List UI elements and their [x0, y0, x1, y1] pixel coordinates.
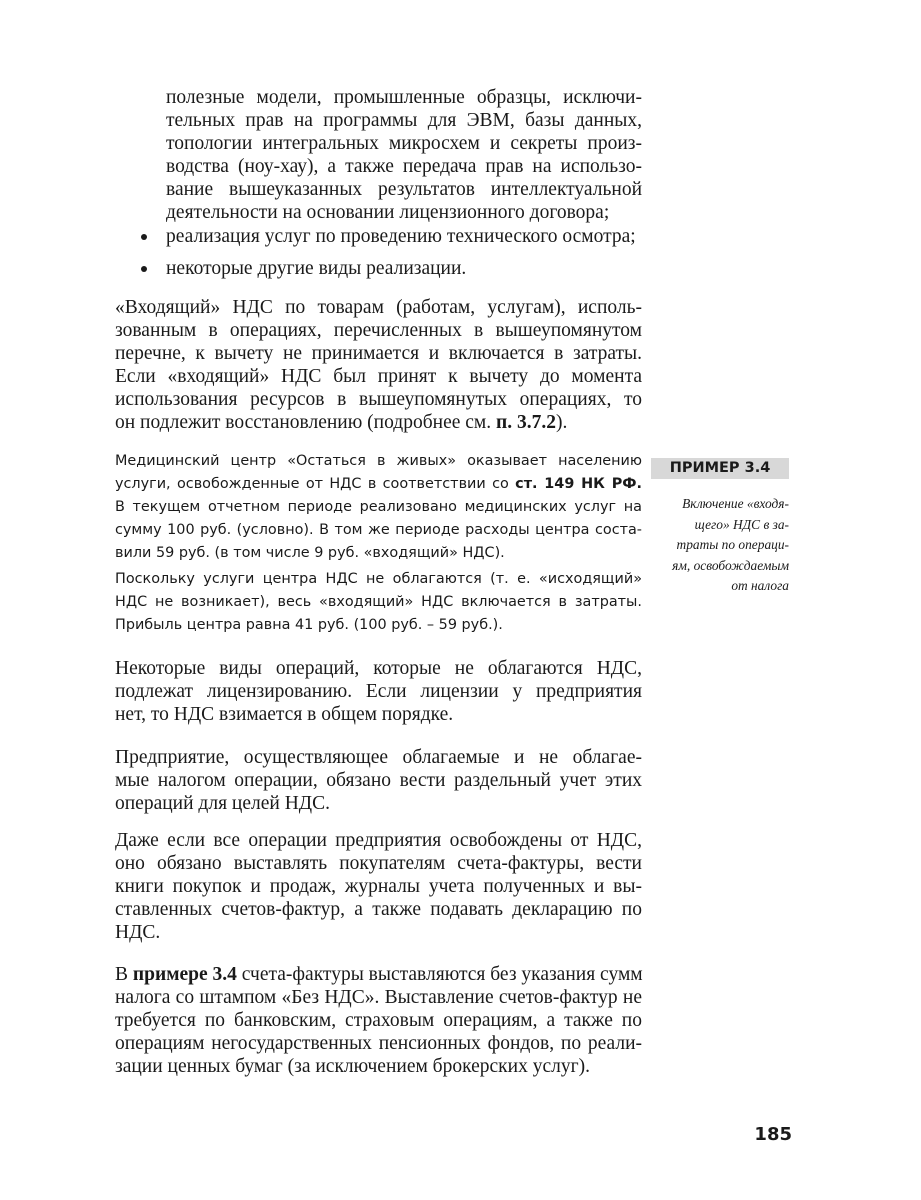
text-line: нет, то НДС взимается в общем порядке. [115, 704, 454, 725]
text-line: книги покупок и продаж, журналы учета полученных и вы- [115, 876, 642, 897]
text-line: Медицинский центр «Остаться в живых» оказывает населению [115, 453, 642, 469]
text-line [115, 411, 642, 434]
text-line: полезные модели, промышленные образцы, исключи- [166, 87, 642, 108]
caption-line: ям, освобождаемым [672, 557, 789, 573]
text-line: вили 59 руб. (в том числе 9 руб. «входящий» НДС). [115, 545, 505, 561]
text-line: перечне, к вычету не принимается и включается в затраты. [115, 343, 642, 364]
bullet-item: реализация услуг по проведению технического осмотра; [166, 226, 636, 247]
caption-line: щего» НДС в за- [694, 516, 789, 532]
text-line: Прибыль центра равна 41 руб. (100 руб. – 59 руб.). [115, 617, 503, 633]
text-line: зованным в операциях, перечисленных в вышеупомянутом [115, 320, 642, 341]
law-reference-link[interactable]: ст. 149 НК РФ. [515, 476, 642, 492]
paragraph-invoices [115, 829, 642, 944]
text-line: зации ценных бумаг (за исключением брокерских услуг). [115, 1056, 590, 1077]
paragraph-incoming-vat [115, 296, 642, 434]
example-text [115, 450, 642, 565]
text-line: Поскольку услуги центра НДС не облагаются (т. е. «исходящий» [115, 571, 642, 587]
text-line: мые налогом операции, обязано вести раздельный учет этих [115, 770, 642, 791]
text-line: налога со штампом «Без НДС». Выставление счетов-фактур не [115, 987, 642, 1008]
text-fragment: ). [556, 412, 568, 433]
example-label: ПРИМЕР 3.4 [651, 458, 789, 479]
caption-line: от налога [731, 578, 789, 593]
page-number: 185 [754, 1124, 792, 1145]
text-line: вание вышеуказанных результатов интеллектуальной [166, 179, 642, 200]
text-line: Даже если все операции предприятия освобождены от НДС, [115, 830, 642, 851]
text-line: деятельности на основании лицензионного договора; [166, 202, 610, 223]
paragraph-licensing [115, 657, 642, 726]
text-line: Предприятие, осуществляющее облагаемые и не облагае- [115, 747, 642, 768]
caption-line: траты по операци- [676, 537, 789, 552]
caption-line: Включение «входя- [682, 496, 789, 511]
example-caption [640, 494, 789, 597]
text-line: операций для целей НДС. [115, 793, 330, 814]
section-reference-link[interactable]: п. 3.7.2 [496, 412, 556, 433]
text-line [115, 963, 642, 986]
text-line: ставленных счетов-фактур, а также подавать декларацию по [115, 899, 642, 920]
text-line: тельных прав на программы для ЭВМ, базы данных, [166, 110, 642, 131]
paragraph-separate-accounting [115, 746, 642, 815]
example-reference-link[interactable]: примере 3.4 [132, 964, 237, 985]
text-fragment: счета-фактуры выставляются без указания сумм [236, 964, 643, 985]
bullet-dot [141, 234, 147, 240]
text-line: требуется по банковским, страховым операциям, а также по [115, 1010, 642, 1031]
text-line: использования ресурсов в вышеупомянутых операциях, то [115, 389, 642, 410]
text-line: подлежат лицензированию. Если лицензии у предприятия [115, 681, 642, 702]
text-line: сумму 100 руб. (условно). В том же периоде расходы центра соста- [115, 522, 642, 538]
text-fragment: В [115, 964, 133, 985]
text-line: Если «входящий» НДС был принят к вычету до момента [115, 366, 642, 387]
text-line: НДС не возникает), весь «входящий» НДС включается в затраты. [115, 594, 642, 610]
text-line: В текущем отчетном периоде реализовано медицинских услуг на [115, 499, 642, 515]
text-line: Некоторые виды операций, которые не облагаются НДС, [115, 658, 642, 679]
list-item-continuation [166, 86, 642, 224]
bullet-item: некоторые другие виды реализации. [166, 258, 467, 279]
example-text-conclusion [115, 568, 642, 637]
text-line: НДС. [115, 922, 161, 943]
text-line: «Входящий» НДС по товарам (работам, услугам), исполь- [115, 297, 642, 318]
text-line: оно обязано выставлять покупателям счета-фактуры, вести [115, 853, 642, 874]
text-line: водства (ноу-хау), а также передача прав на использо- [166, 156, 642, 177]
text-line [115, 473, 642, 496]
paragraph-example-reference [115, 963, 642, 1078]
text-line: топологии интегральных микросхем и секреты произ- [166, 133, 642, 154]
text-fragment: услуги, освобожденные от НДС в соответствии со [115, 476, 516, 492]
text-fragment: он подлежит восстановлению (подробнее см. [115, 412, 496, 433]
bullet-dot [141, 266, 147, 272]
text-line: операциям негосударственных пенсионных фондов, по реали- [115, 1033, 642, 1054]
